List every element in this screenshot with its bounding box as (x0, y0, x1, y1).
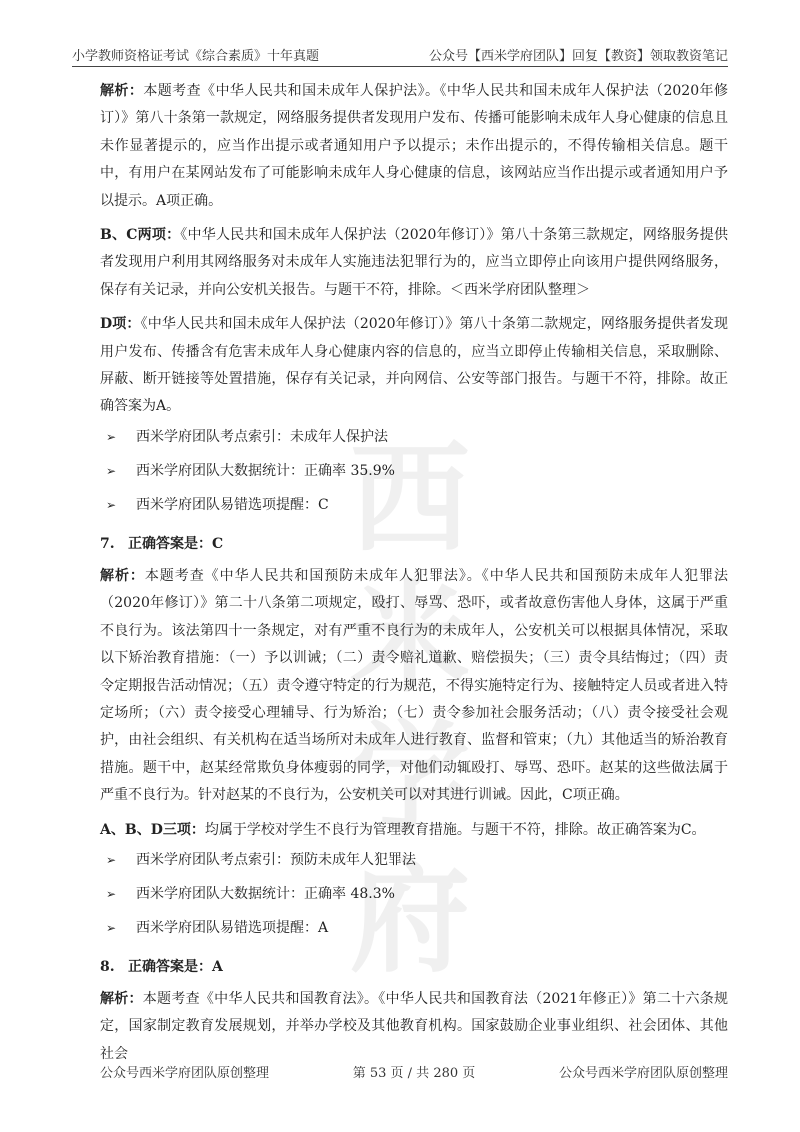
arrow-bullet-icon: ➢ (106, 430, 117, 445)
analysis-label: 解析： (100, 567, 145, 584)
option-text: 《中华人民共和国未成年人保护法（2020年修订）》第八十条第二款规定，网络服务提供者发现用户发布、传播含有危害未成年人身心健康内容的信息的，应当立即停止传输相关信息，采取删除、屏蔽、断开链接等处置措施，保存有关记录，并向网信、公安等部门报告。与题干不符，排除。故正确答案为A。 (100, 316, 728, 415)
question-number: 7. (100, 536, 115, 553)
bullet-item (106, 912, 728, 946)
bullet-item (106, 844, 728, 878)
analysis-abd-paragraph (100, 817, 728, 844)
page-header (72, 40, 728, 64)
analysis-label: 解析： (100, 990, 143, 1007)
option-text: 均属于学校对学生不良行为管理教育措施。与题干不符，排除。故正确答案为C。 (204, 821, 706, 838)
option-label: B、C两项： (100, 227, 181, 244)
correct-answer: 正确答案是：C (128, 536, 224, 553)
arrow-bullet-icon: ➢ (106, 853, 117, 868)
page-footer (100, 1062, 728, 1081)
bullet-text: 西米学府团队易错选项提醒：C (136, 497, 329, 514)
arrow-bullet-icon: ➢ (106, 464, 117, 479)
option-label: D项： (100, 316, 141, 333)
watermark-line-2: 学府 (350, 710, 470, 989)
analysis-paragraph (100, 986, 728, 1068)
footer-left: 公众号西米学府团队原创整理 (100, 1066, 270, 1081)
analysis-text: 本题考查《中华人民共和国教育法》。《中华人民共和国教育法（2021年修正）》第二十六条规定，国家制定教育发展规划，并举办学校及其他教育机构。国家鼓励企业事业组织、社会团体、其他社会 (100, 990, 728, 1062)
page-number: 第 53 页 / 共 280 页 (352, 1066, 476, 1081)
footer-right: 公众号西米学府团队原创整理 (558, 1066, 728, 1081)
bullet-text: 西米学府团队大数据统计：正确率 48.3% (136, 886, 395, 903)
header-divider (72, 66, 728, 67)
question-number: 8. (100, 959, 115, 976)
bullet-item (106, 878, 728, 912)
analysis-a-paragraph (100, 78, 728, 215)
analysis-text: 本题考查《中华人民共和国未成年人保护法》。《中华人民共和国未成年人保护法（2020年修订）》第八十条第一款规定，网络服务提供者发现用户发布、传播可能影响未成年人身心健康的信息且未作显著提示的，应当作出提示或者通知用户予以提示；未作出提示的，不得传输相关信息。题干中，有用户在某网站发布了可能影响未成年人身心健康的信息，该网站应当作出提示或者通知用户予以提示。A项正确。 (100, 83, 728, 209)
option-text: 《中华人民共和国未成年人保护法（2020年修订）》第八十条第三款规定，网络服务提供者发现用户利用其网络服务对未成年人实施违法犯罪行为的，应当立即停止向该用户提供网络服务，保存有关记录，并向公安机关报告。与题干不符，排除。＜西米学府团队整理＞ (100, 227, 728, 298)
analysis-d-paragraph (100, 311, 728, 421)
header-left: 小学教师资格证考试《综合素质》十年真题 (72, 49, 320, 64)
bullet-item (106, 421, 728, 455)
analysis-paragraph (100, 563, 728, 810)
bullet-text: 西米学府团队大数据统计：正确率 35.9% (136, 463, 395, 480)
bullet-text: 西米学府团队考点索引：未成年人保护法 (136, 429, 388, 446)
header-right: 公众号【西米学府团队】回复【教资】领取教资笔记 (428, 49, 728, 64)
bullet-text: 西米学府团队考点索引：预防未成年人犯罪法 (136, 852, 416, 869)
analysis-text: 本题考查《中华人民共和国预防未成年人犯罪法》。《中华人民共和国预防未成年人犯罪法（2020年修订）》第二十八条第二项规定，殴打、辱骂、恐吓，或者故意伤害他人身体，这属于严重不良行为。该法第四十一条规定，对有严重不良行为的未成年人，公安机关可以根据具体情况，采取以下矫治教育措施：（一）予以训诫；（二）责令赔礼道歉、赔偿损失；（三）责令具结悔过；（四）责令定期报告活动情况；（五）责令遵守特定的行为规范，不得实施特定行为、接触特定人员或者进入特定场所；（六）责令接受心理辅导、行为矫治；（七）责令参加社会服务活动；（八）责令接受社会观护，由社会组织、有关机构在适当场所对未成年人进行教育、监督和管束；（九）其他适当的矫治教育措施。题干中，赵某经常欺负身体瘦弱的同学，对他们动辄殴打、辱骂、恐吓。赵某的这些做法属于严重不良行为。针对赵某的不良行为，公安机关可以对其进行训诫。因此，C项正确。 (100, 567, 728, 804)
bullet-item (106, 455, 728, 489)
question-heading (100, 950, 728, 986)
correct-answer: 正确答案是：A (128, 959, 223, 976)
analysis-label: 解析： (100, 83, 144, 99)
bullet-text: 西米学府团队易错选项提醒：A (136, 920, 329, 937)
analysis-bc-paragraph (100, 222, 728, 304)
bullet-item (106, 489, 728, 523)
arrow-bullet-icon: ➢ (106, 887, 117, 902)
page-content (100, 78, 728, 1068)
watermark-line-1: 西米 (350, 430, 470, 709)
arrow-bullet-icon: ➢ (106, 498, 117, 513)
arrow-bullet-icon: ➢ (106, 921, 117, 936)
option-label: A、B、D三项： (100, 821, 205, 838)
question-heading (100, 527, 728, 563)
